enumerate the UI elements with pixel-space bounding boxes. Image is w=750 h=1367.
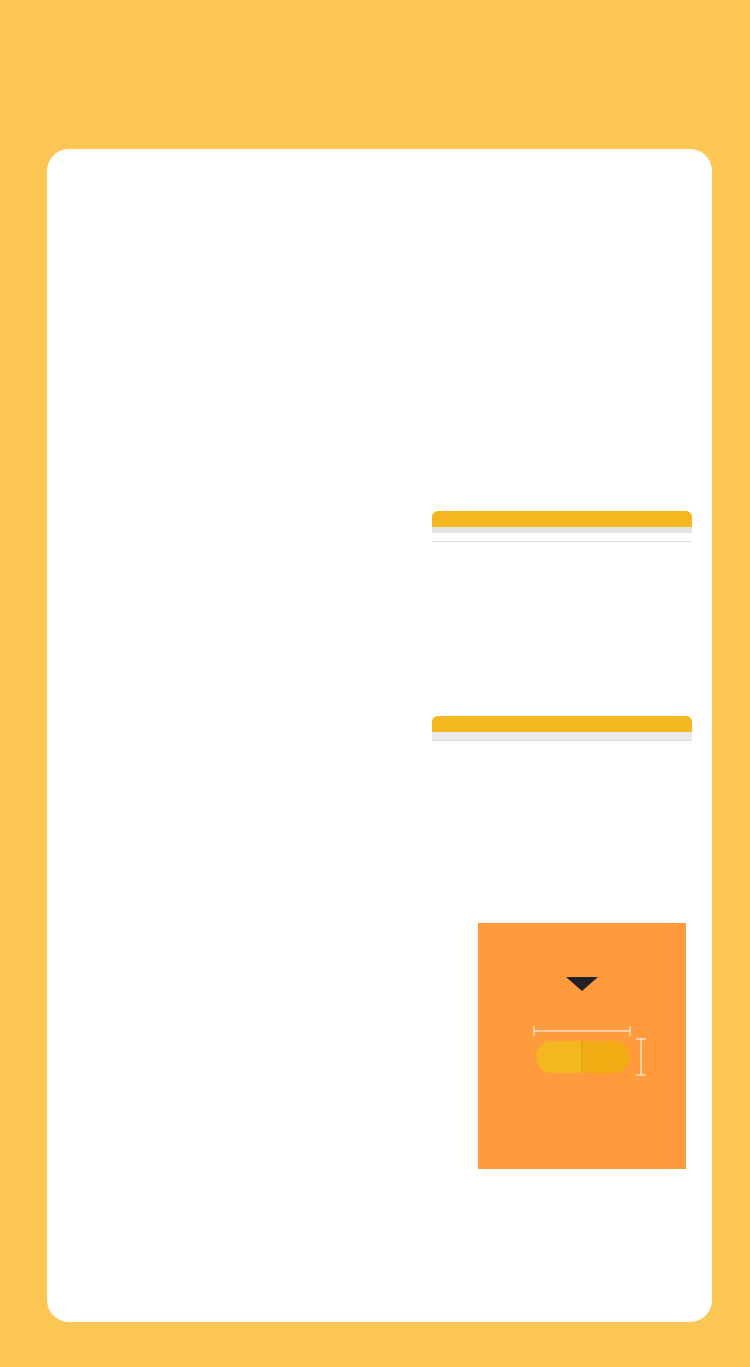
nutrition-columns bbox=[432, 533, 692, 542]
other-rows bbox=[432, 741, 692, 749]
dosage-form-panel bbox=[478, 923, 686, 1169]
other-title bbox=[432, 716, 692, 732]
nutrition-table bbox=[432, 511, 692, 550]
nutrition-rows bbox=[432, 542, 692, 550]
capsule-icon bbox=[478, 923, 686, 1169]
nutrition-title bbox=[432, 511, 692, 527]
other-columns bbox=[432, 732, 692, 741]
other-nutrients-table bbox=[432, 716, 692, 749]
usage-grid bbox=[70, 923, 686, 1293]
